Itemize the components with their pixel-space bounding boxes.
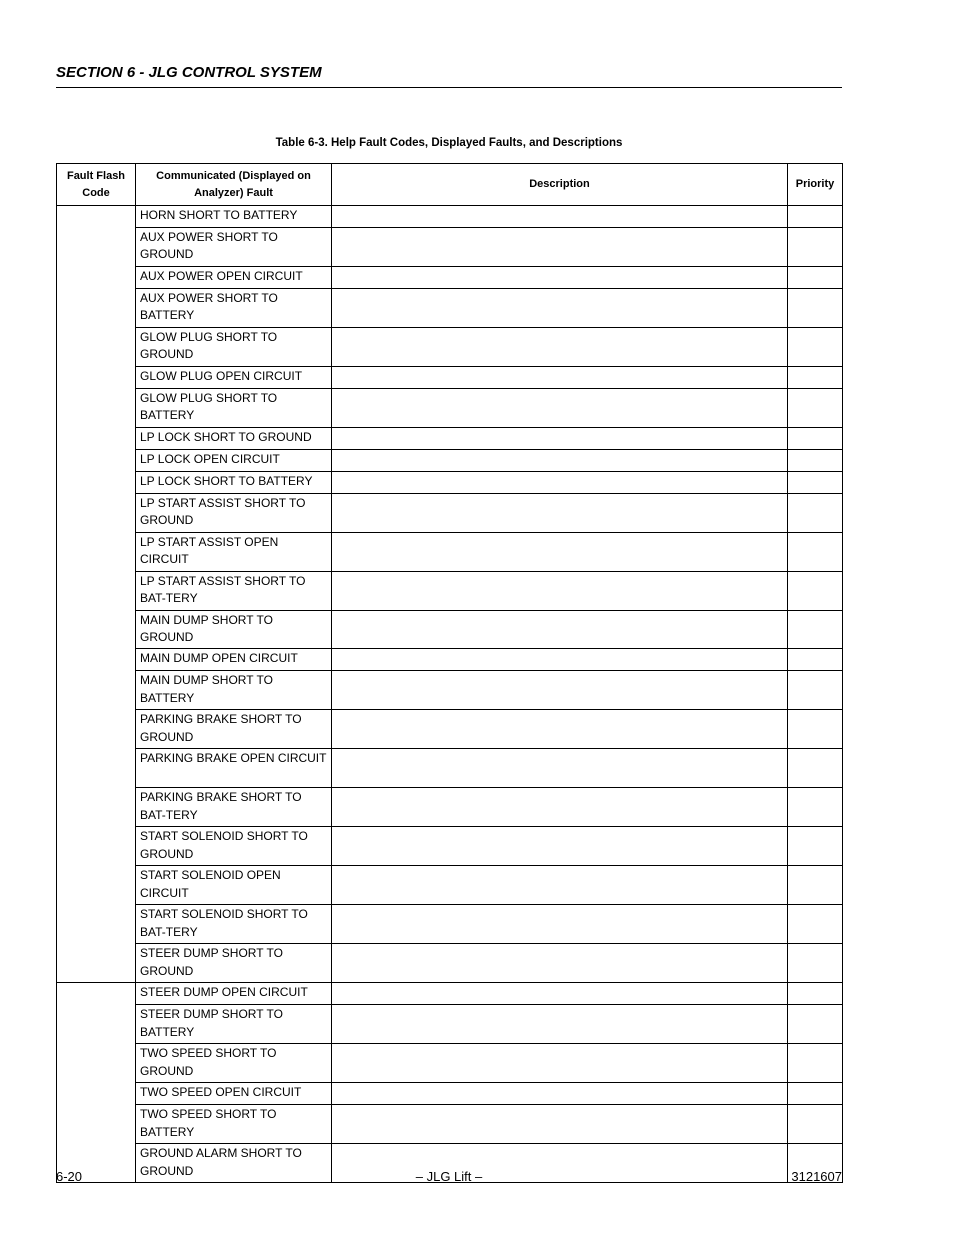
priority-cell <box>788 206 843 228</box>
column-header-priority: Priority <box>788 164 843 206</box>
priority-cell <box>788 827 843 866</box>
table-row <box>57 671 843 710</box>
fault-flash-code-cell <box>57 983 136 1183</box>
description-cell <box>332 1105 788 1144</box>
fault-name-cell: AUX POWER SHORT TO GROUND <box>136 228 332 267</box>
fault-name-cell: TWO SPEED SHORT TO BATTERY <box>136 1105 332 1144</box>
fault-table-body <box>57 206 843 1183</box>
table-row <box>57 1083 843 1105</box>
table-row <box>57 944 843 983</box>
description-cell <box>332 532 788 571</box>
priority-cell <box>788 571 843 610</box>
fault-name-cell: HORN SHORT TO BATTERY <box>136 206 332 228</box>
table-row <box>57 710 843 749</box>
description-cell <box>332 905 788 944</box>
priority-cell <box>788 1044 843 1083</box>
table-row <box>57 427 843 449</box>
table-row <box>57 905 843 944</box>
document-number: 3121607 <box>791 1169 842 1184</box>
priority-cell <box>788 366 843 388</box>
description-cell <box>332 1044 788 1083</box>
description-cell <box>332 471 788 493</box>
priority-cell <box>788 983 843 1005</box>
priority-cell <box>788 493 843 532</box>
fault-name-cell: MAIN DUMP OPEN CIRCUIT <box>136 649 332 671</box>
priority-cell <box>788 266 843 288</box>
priority-cell <box>788 228 843 267</box>
priority-cell <box>788 427 843 449</box>
priority-cell <box>788 905 843 944</box>
description-cell <box>332 1005 788 1044</box>
priority-cell <box>788 944 843 983</box>
fault-name-cell: LP LOCK SHORT TO BATTERY <box>136 471 332 493</box>
description-cell <box>332 493 788 532</box>
priority-cell <box>788 649 843 671</box>
description-cell <box>332 449 788 471</box>
fault-name-cell: GROUND ALARM SHORT TO GROUND <box>136 1144 332 1183</box>
priority-cell <box>788 710 843 749</box>
description-cell <box>332 944 788 983</box>
fault-name-cell: MAIN DUMP SHORT TO GROUND <box>136 610 332 649</box>
fault-name-cell: LP START ASSIST SHORT TO BAT-TERY <box>136 571 332 610</box>
table-row <box>57 749 843 788</box>
fault-name-cell: START SOLENOID OPEN CIRCUIT <box>136 866 332 905</box>
priority-cell <box>788 1083 843 1105</box>
fault-name-cell: LP START ASSIST OPEN CIRCUIT <box>136 532 332 571</box>
description-cell <box>332 710 788 749</box>
fault-table <box>56 163 843 1183</box>
page-number: 6-20 <box>56 1169 83 1184</box>
table-row <box>57 866 843 905</box>
table-row <box>57 228 843 267</box>
description-cell <box>332 866 788 905</box>
fault-name-cell: MAIN DUMP SHORT TO BATTERY <box>136 671 332 710</box>
fault-name-cell: LP LOCK OPEN CIRCUIT <box>136 449 332 471</box>
fault-name-cell: AUX POWER OPEN CIRCUIT <box>136 266 332 288</box>
fault-name-cell: GLOW PLUG SHORT TO GROUND <box>136 327 332 366</box>
table-row <box>57 649 843 671</box>
fault-name-cell: LP LOCK SHORT TO GROUND <box>136 427 332 449</box>
table-row <box>57 1105 843 1144</box>
table-row <box>57 493 843 532</box>
description-cell <box>332 788 788 827</box>
fault-name-cell: START SOLENOID SHORT TO BAT-TERY <box>136 905 332 944</box>
priority-cell <box>788 449 843 471</box>
description-cell <box>332 427 788 449</box>
description-cell <box>332 610 788 649</box>
fault-name-cell: PARKING BRAKE SHORT TO GROUND <box>136 710 332 749</box>
table-row <box>57 366 843 388</box>
table-row <box>57 206 843 228</box>
table-row <box>57 571 843 610</box>
table-row <box>57 388 843 427</box>
priority-cell <box>788 610 843 649</box>
description-cell <box>332 983 788 1005</box>
table-row <box>57 788 843 827</box>
fault-name-cell: STEER DUMP SHORT TO BATTERY <box>136 1005 332 1044</box>
table-row <box>57 449 843 471</box>
priority-cell <box>788 288 843 327</box>
priority-cell <box>788 471 843 493</box>
footer-center: – JLG Lift – <box>415 1169 483 1184</box>
description-cell <box>332 366 788 388</box>
table-row <box>57 266 843 288</box>
priority-cell <box>788 788 843 827</box>
fault-name-cell: STEER DUMP SHORT TO GROUND <box>136 944 332 983</box>
table-title: Table 6-3. Help Fault Codes, Displayed Faults, and Descriptions <box>275 137 623 149</box>
priority-cell <box>788 1105 843 1144</box>
priority-cell <box>788 671 843 710</box>
fault-name-cell: STEER DUMP OPEN CIRCUIT <box>136 983 332 1005</box>
table-row <box>57 827 843 866</box>
column-header-communicated-fault: Communicated (Displayed on Analyzer) Fault <box>136 164 332 206</box>
fault-flash-code-cell <box>57 206 136 983</box>
fault-name-cell: PARKING BRAKE SHORT TO BAT-TERY <box>136 788 332 827</box>
table-row <box>57 471 843 493</box>
description-cell <box>332 671 788 710</box>
description-cell <box>332 266 788 288</box>
table-row <box>57 532 843 571</box>
description-cell <box>332 206 788 228</box>
fault-name-cell: AUX POWER SHORT TO BATTERY <box>136 288 332 327</box>
section-header: SECTION 6 - JLG CONTROL SYSTEM <box>56 64 842 88</box>
fault-name-cell: PARKING BRAKE OPEN CIRCUIT <box>136 749 332 788</box>
table-row <box>57 327 843 366</box>
table-row <box>57 1005 843 1044</box>
priority-cell <box>788 866 843 905</box>
table-row <box>57 1044 843 1083</box>
table-row <box>57 288 843 327</box>
table-header-row <box>57 164 843 206</box>
description-cell <box>332 228 788 267</box>
description-cell <box>332 1083 788 1105</box>
table-row <box>57 983 843 1005</box>
priority-cell <box>788 749 843 788</box>
column-header-description: Description <box>332 164 788 206</box>
description-cell <box>332 327 788 366</box>
column-header-fault-flash-code: Fault Flash Code <box>57 164 136 206</box>
description-cell <box>332 827 788 866</box>
priority-cell <box>788 388 843 427</box>
fault-name-cell: GLOW PLUG SHORT TO BATTERY <box>136 388 332 427</box>
description-cell <box>332 388 788 427</box>
description-cell <box>332 571 788 610</box>
priority-cell <box>788 532 843 571</box>
description-cell <box>332 288 788 327</box>
priority-cell <box>788 1005 843 1044</box>
fault-name-cell: GLOW PLUG OPEN CIRCUIT <box>136 366 332 388</box>
description-cell <box>332 649 788 671</box>
description-cell <box>332 749 788 788</box>
fault-name-cell: TWO SPEED SHORT TO GROUND <box>136 1044 332 1083</box>
priority-cell <box>788 327 843 366</box>
fault-name-cell: START SOLENOID SHORT TO GROUND <box>136 827 332 866</box>
fault-name-cell: LP START ASSIST SHORT TO GROUND <box>136 493 332 532</box>
table-row <box>57 610 843 649</box>
fault-name-cell: TWO SPEED OPEN CIRCUIT <box>136 1083 332 1105</box>
